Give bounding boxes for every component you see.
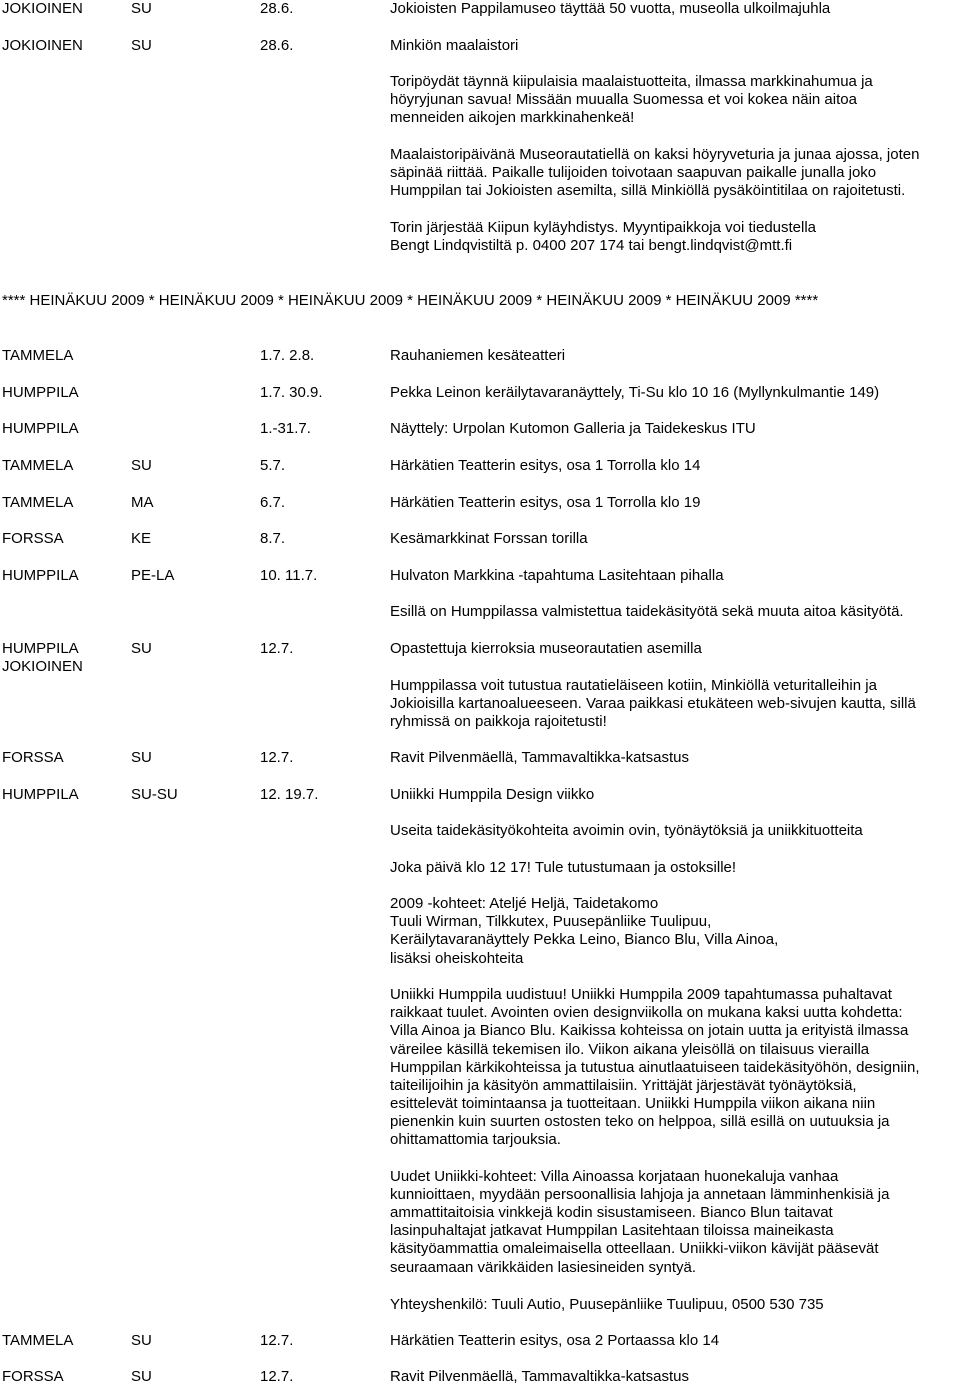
event-place: FORSSA bbox=[2, 749, 64, 766]
description-line: Uudet Uniikki-kohteet: Villa Ainoassa korjataan huonekaluja vanhaa bbox=[390, 1168, 839, 1185]
description-line: pienenkin kuin suurten ostosten teko on helppoa, sillä esillä on uutuuksia ja bbox=[390, 1113, 890, 1130]
description-line: Uniikki Humppila uudistuu! Uniikki Humppila 2009 tapahtumassa puhaltavat bbox=[390, 986, 892, 1003]
event-day: KE bbox=[131, 530, 152, 547]
event-place: HUMPPILA bbox=[2, 786, 79, 803]
event-place: TAMMELA bbox=[2, 347, 74, 364]
description-line: raikkaat tuulet. Avointen ovien designviikolla on mukana kaksi uutta kohdetta: bbox=[390, 1004, 903, 1021]
event-place: FORSSA bbox=[2, 530, 64, 547]
event-date: 1.-31.7. bbox=[260, 420, 311, 437]
description-line: 2009 -kohteet: Ateljé Heljä, Taidetakomo bbox=[390, 895, 659, 912]
description-line: esittelevät toimintaansa ja tuotteitaan. Uniikki Humppila viikon aikana niin bbox=[390, 1095, 876, 1112]
description-line: väreilee käsillä tekemisen ilo. Viikon aikana yleisöllä on tilaisuus vierailla bbox=[390, 1041, 870, 1058]
description-line: lisäksi oheiskohteita bbox=[390, 950, 524, 967]
event-title: Ravit Pilvenmäellä, Tammavaltikka-katsastus bbox=[390, 749, 689, 766]
event-title: Ravit Pilvenmäellä, Tammavaltikka-katsastus bbox=[390, 1368, 689, 1385]
event-note: Esillä on Humppilassa valmistettua taidekäsityötä sekä muuta aitoa käsityötä. bbox=[390, 603, 904, 620]
event-date: 6.7. bbox=[260, 494, 286, 511]
event-day: PE-LA bbox=[131, 567, 175, 584]
event-title: Näyttely: Urpolan Kutomon Galleria ja Taidekeskus ITU bbox=[390, 420, 756, 437]
event-place: HUMPPILA bbox=[2, 567, 79, 584]
event-place: HUMPPILA bbox=[2, 420, 79, 437]
event-row bbox=[0, 37, 960, 55]
event-row bbox=[0, 0, 960, 18]
description-line: Torin järjestää Kiipun kyläyhdistys. Myyntipaikkoja voi tiedustella bbox=[390, 219, 817, 236]
event-row bbox=[0, 786, 960, 804]
month-banner: **** HEINÄKUU 2009 * HEINÄKUU 2009 * HEINÄKUU 2009 * HEINÄKUU 2009 * HEINÄKUU 2009 * HEINÄKUU 2009 **** bbox=[2, 292, 819, 309]
event-date: 8.7. bbox=[260, 530, 286, 547]
event-row bbox=[0, 530, 960, 548]
event-row bbox=[0, 567, 960, 585]
event-date: 5.7. bbox=[260, 457, 286, 474]
event-date: 28.6. bbox=[260, 37, 294, 54]
event-date: 1.7. 2.8. bbox=[260, 347, 315, 364]
event-place: HUMPPILA bbox=[2, 384, 79, 401]
event-title: Härkätien Teatterin esitys, osa 2 Portaassa klo 14 bbox=[390, 1332, 720, 1349]
event-row bbox=[0, 1332, 960, 1350]
event-title: Pekka Leinon keräilytavaranäyttely, Ti-Su klo 10 16 (Myllynkulmantie 149) bbox=[390, 384, 880, 401]
description-line: käsityöammattia omaleimaisella otteellaan. Uniikki-viikon kävijät pääsevät bbox=[390, 1240, 879, 1257]
event-place: HUMPPILA bbox=[2, 640, 79, 657]
description-line: höyryjunan savua! Missään muualla Suomessa et voi kokea näin aitoa bbox=[390, 91, 857, 108]
contact-line: Yhteyshenkilö: Tuuli Autio, Puusepänliike Tuulipuu, 0500 530 735 bbox=[390, 1296, 824, 1313]
event-day: MA bbox=[131, 494, 154, 511]
event-row bbox=[0, 749, 960, 767]
description-line: Villa Ainoa ja Bianco Blu. Kaikissa kohteissa on jotain uutta ja erityistä ilmassa bbox=[390, 1022, 909, 1039]
event-row bbox=[0, 384, 960, 402]
event-row bbox=[0, 420, 960, 438]
description-line: kunnioittaen, myydään persoonallisia lahjoja ja annetaan lämminhenkisiä ja bbox=[390, 1186, 890, 1203]
description-line: ammattitaitoisia vinkkejä kodin sisustamiseen. Bianco Blun taitavat bbox=[390, 1204, 833, 1221]
event-place: FORSSA bbox=[2, 1368, 64, 1385]
event-title: Uniikki Humppila Design viikko bbox=[390, 786, 595, 803]
description-line: seuraamaan värikkäiden lasiesineiden syntyä. bbox=[390, 1259, 697, 1276]
description-line: Toripöydät täynnä kiipulaisia maalaistuotteita, ilmassa markkinahumua ja bbox=[390, 73, 873, 90]
description-line: lasinpuhaltajat jatkavat Humppilan Lasitehtaan tiloissa maineikasta bbox=[390, 1222, 834, 1239]
event-place-secondary: JOKIOINEN bbox=[2, 658, 83, 675]
event-title: Kesämarkkinat Forssan torilla bbox=[390, 530, 588, 547]
event-day: SU bbox=[131, 1368, 152, 1385]
event-day: SU bbox=[131, 749, 152, 766]
event-title: Härkätien Teatterin esitys, osa 1 Torrolla klo 19 bbox=[390, 494, 701, 511]
event-date: 12. 19.7. bbox=[260, 786, 319, 803]
description-line: ohittamattomia tarjouksia. bbox=[390, 1131, 561, 1148]
description-line: Maalaistoripäivänä Museorautatiellä on kaksi höyryveturia ja junaa ajossa, joten bbox=[390, 146, 920, 163]
event-title: Härkätien Teatterin esitys, osa 1 Torrolla klo 14 bbox=[390, 457, 701, 474]
event-title: Rauhaniemen kesäteatteri bbox=[390, 347, 566, 364]
event-row bbox=[0, 494, 960, 512]
event-row bbox=[0, 457, 960, 475]
event-row bbox=[0, 640, 960, 658]
description-line: menneiden aikojen markkinahenkeä! bbox=[390, 109, 635, 126]
description-line: säpinää riittää. Paikalle tulijoiden toivotaan saapuvan paikalle junalla joko bbox=[390, 164, 877, 181]
event-title: Jokioisten Pappilamuseo täyttää 50 vuotta, museolla ulkoilmajuhla bbox=[390, 0, 831, 17]
event-date: 12.7. bbox=[260, 640, 294, 657]
event-date: 28.6. bbox=[260, 0, 294, 17]
description-line: Humppilan kärkikohteissa ja tutustua ainutlaatuiseen taidekäsityöhön, designiin, bbox=[390, 1059, 920, 1076]
event-title: Hulvaton Markkina -tapahtuma Lasitehtaan pihalla bbox=[390, 567, 724, 584]
event-day: SU bbox=[131, 457, 152, 474]
description-line: ryhmissä on paikkoja rajoitetusti! bbox=[390, 713, 607, 730]
event-row bbox=[0, 347, 960, 365]
description-line: Jokioisilla kartanoalueeseen. Varaa paikkasi etukäteen web-sivujen kautta, sillä bbox=[390, 695, 916, 712]
event-row bbox=[0, 1368, 960, 1386]
event-place: TAMMELA bbox=[2, 457, 74, 474]
description-line: Humppilan tai Jokioisten asemilta, sillä Minkiöllä pysäköintitilaa on rajoitetusti. bbox=[390, 182, 906, 199]
description-line: Joka päivä klo 12 17! Tule tutustumaan ja ostoksille! bbox=[390, 859, 737, 876]
event-place: TAMMELA bbox=[2, 494, 74, 511]
event-day: SU-SU bbox=[131, 786, 178, 803]
event-title: Opastettuja kierroksia museorautatien asemilla bbox=[390, 640, 702, 657]
event-title: Minkiön maalaistori bbox=[390, 37, 519, 54]
contact-line: Bengt Lindqvistiltä p. 0400 207 174 tai bengt.lindqvist@mtt.fi bbox=[390, 237, 793, 254]
description-line: taiteilijoihin ja käsityön ammattilaisiin. Yrittäjät järjestävät työnäytöksiä, bbox=[390, 1077, 857, 1094]
description-line: Humppilassa voit tutustua rautatieläiseen kotiin, Minkiöllä veturitalleihin ja bbox=[390, 677, 877, 694]
description-line: Tuuli Wirman, Tilkkutex, Puusepänliike Tuulipuu, bbox=[390, 913, 712, 930]
event-place: JOKIOINEN bbox=[2, 37, 83, 54]
event-day: SU bbox=[131, 1332, 152, 1349]
event-date: 12.7. bbox=[260, 1332, 294, 1349]
description-line: Keräilytavaranäyttely Pekka Leino, Bianco Blu, Villa Ainoa, bbox=[390, 931, 779, 948]
event-day: SU bbox=[131, 0, 152, 17]
event-place: JOKIOINEN bbox=[2, 0, 83, 17]
event-place: TAMMELA bbox=[2, 1332, 74, 1349]
event-day: SU bbox=[131, 37, 152, 54]
event-date: 12.7. bbox=[260, 749, 294, 766]
event-date: 1.7. 30.9. bbox=[260, 384, 323, 401]
description-line: Useita taidekäsityökohteita avoimin ovin, työnäytöksiä ja uniikkituotteita bbox=[390, 822, 863, 839]
event-date: 12.7. bbox=[260, 1368, 294, 1385]
event-date: 10. 11.7. bbox=[260, 567, 318, 584]
event-day: SU bbox=[131, 640, 152, 657]
